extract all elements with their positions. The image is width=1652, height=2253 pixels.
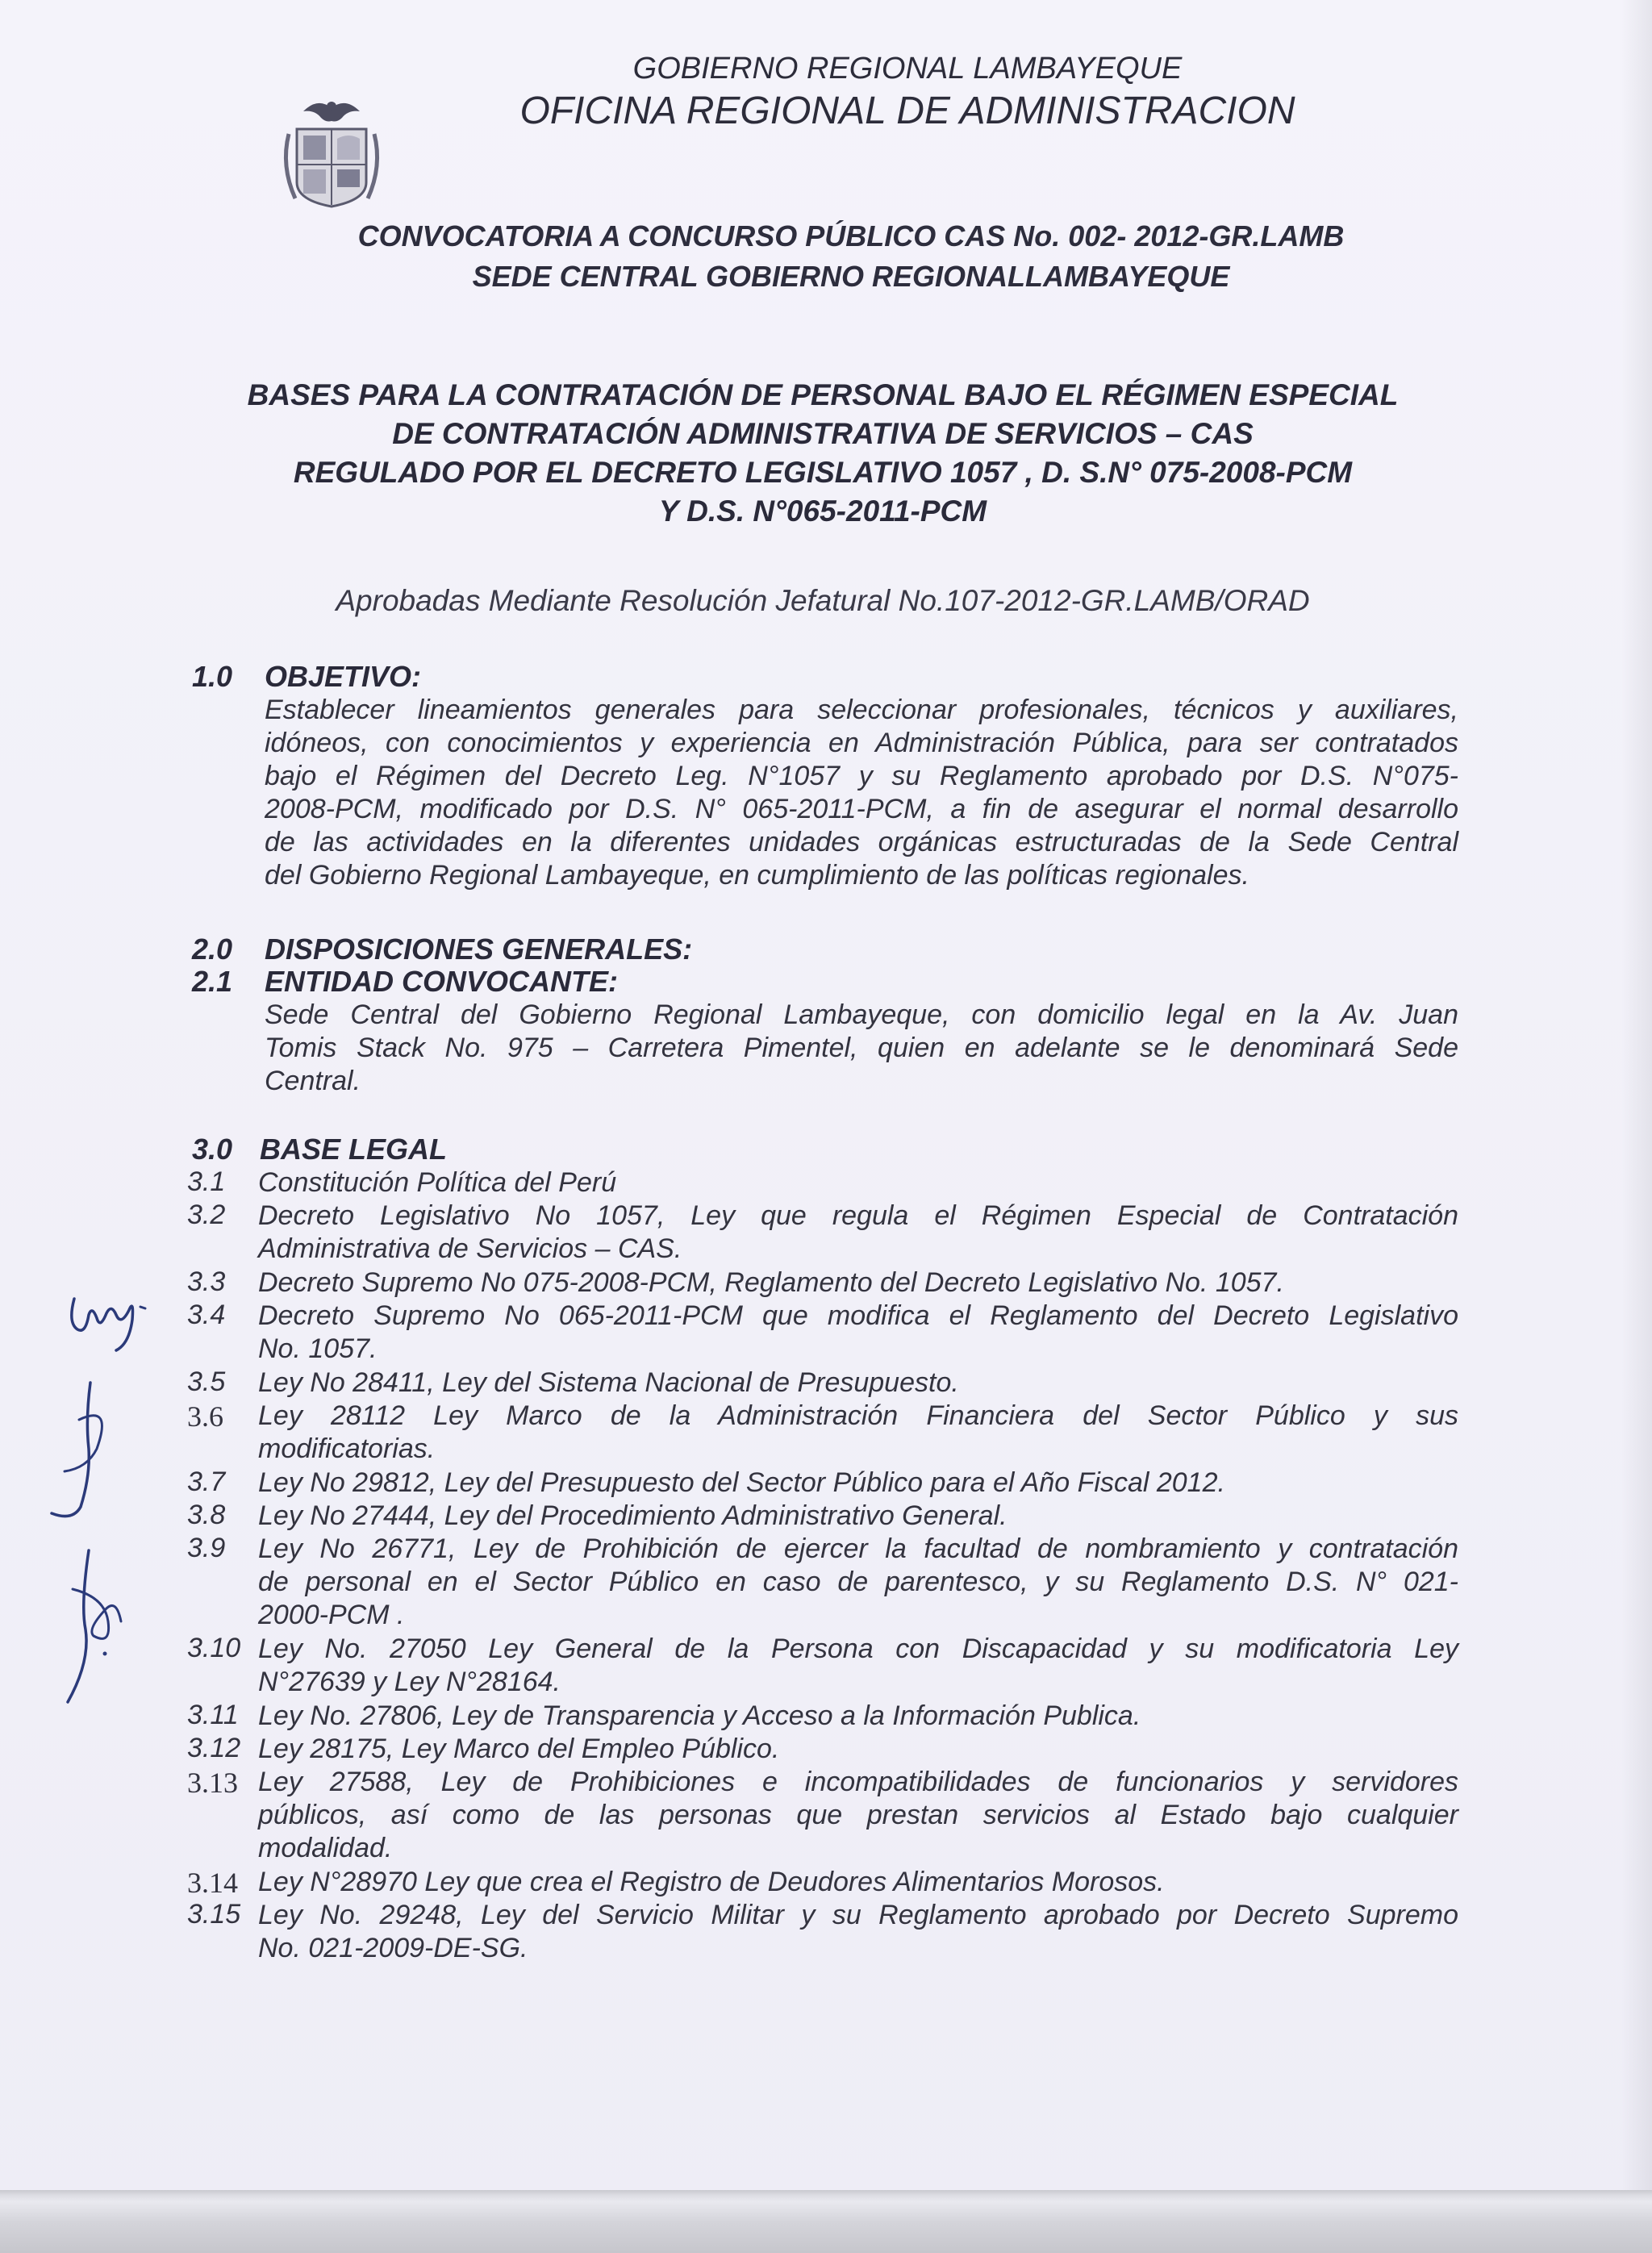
- handwritten-initials-signature: [56, 1266, 161, 1355]
- page-right-shadow: [1621, 0, 1652, 2190]
- legal-item-line: No. 1057.: [258, 1333, 378, 1364]
- legal-item-number: 3.15: [187, 1899, 241, 1930]
- header-oficina-regional: OFICINA REGIONAL DE ADMINISTRACION: [519, 90, 1295, 132]
- legal-item-number: 3.7: [187, 1467, 226, 1497]
- legal-item-line: Constitución Política del Perú: [258, 1167, 617, 1198]
- legal-item-line: modalidad.: [258, 1833, 393, 1863]
- legal-item-line: Ley No 28411, Ley del Sistema Nacional de Presupuesto.: [258, 1367, 959, 1398]
- legal-item-text: [258, 1300, 1458, 1366]
- paragraph-line: idóneos, con conocimientos y experiencia en Administración Pública, para ser contratados: [265, 728, 1458, 758]
- handwritten-signature: [48, 1541, 137, 1710]
- legal-item-text: [258, 1400, 1458, 1466]
- paragraph-line: Establecer lineamientos generales para seleccionar profesionales, técnicos y auxiliares,: [265, 695, 1458, 725]
- header-gobierno-regional: GOBIERNO REGIONAL LAMBAYEQUE: [632, 52, 1183, 86]
- legal-item-text: [258, 1366, 1458, 1400]
- legal-item-line: Ley No. 27050 Ley General de la Persona con Discapacidad y su modificatoria Ley: [258, 1633, 1458, 1664]
- legal-item-number: 3.12: [187, 1733, 241, 1763]
- legal-item-line: No. 021-2009-DE-SG.: [258, 1933, 528, 1963]
- legal-item-line: públicos, así como de las personas que prestan servicios al Estado bajo cualquier: [258, 1800, 1458, 1830]
- bases-line: DE CONTRATACIÓN ADMINISTRATIVA DE SERVICIOS – CAS: [392, 417, 1254, 450]
- legal-item-line: Ley 27588, Ley de Prohibiciones e incompatibilidades de funcionarios y servidores: [258, 1767, 1458, 1797]
- legal-item-number: 3.8: [187, 1500, 226, 1530]
- section-title-base-legal: BASE LEGAL: [260, 1133, 448, 1166]
- legal-item-line: Ley No. 27806, Ley de Transparencia y Acceso a la Información Publica.: [258, 1700, 1141, 1731]
- legal-item-line: Ley 28112 Ley Marco de la Administración Financiera del Sector Público y sus: [258, 1400, 1458, 1431]
- legal-item-text: [258, 1166, 1458, 1200]
- legal-item-number: 3.10: [187, 1633, 241, 1663]
- legal-item-line: N°27639 y Ley N°28164.: [258, 1667, 561, 1697]
- legal-item-line: Ley No 29812, Ley del Presupuesto del Sector Público para el Año Fiscal 2012.: [258, 1467, 1225, 1498]
- paragraph-line: 2008-PCM, modificado por D.S. N° 065-2011-PCM, a fin de asegurar el normal desarrollo: [265, 794, 1458, 824]
- legal-item-line: Decreto Legislativo No 1057, Ley que regula el Régimen Especial de Contratación: [258, 1200, 1458, 1231]
- legal-item-text: [258, 1467, 1458, 1500]
- legal-item-number: 3.1: [187, 1166, 226, 1197]
- legal-item-line: modificatorias.: [258, 1433, 436, 1464]
- legal-item-number: 3.3: [187, 1266, 226, 1297]
- legal-item-text: [258, 1899, 1458, 1965]
- bases-line: REGULADO POR EL DECRETO LEGISLATIVO 1057 , D. S.N° 075-2008-PCM: [293, 456, 1353, 489]
- legal-item-number: 3.13: [187, 1767, 238, 1799]
- legal-item-line: Ley No 26771, Ley de Prohibición de ejercer la facultad de nombramiento y contratación: [258, 1533, 1458, 1564]
- legal-item-text: [258, 1200, 1458, 1266]
- section-title-entidad: ENTIDAD CONVOCANTE:: [265, 965, 618, 998]
- paragraph-line: Central.: [265, 1066, 361, 1096]
- legal-item-line: Decreto Supremo No 075-2008-PCM, Reglamento del Decreto Legislativo No. 1057.: [258, 1267, 1284, 1298]
- section-number: 3.0: [192, 1133, 233, 1166]
- sede-central-subtitle: SEDE CENTRAL GOBIERNO REGIONALLAMBAYEQUE: [472, 260, 1230, 293]
- legal-item-number: 3.6: [187, 1400, 223, 1433]
- section-title-disposiciones: DISPOSICIONES GENERALES:: [265, 932, 693, 966]
- page-bottom-edge: [0, 2190, 1652, 2253]
- legal-item-line: de personal en el Sector Público en caso de parentesco, y su Reglamento D.S. N° 021-: [258, 1567, 1458, 1597]
- paragraph-line: Tomis Stack No. 975 – Carretera Pimentel, quien en adelante se le denominará Sede: [265, 1033, 1458, 1063]
- legal-item-text: [258, 1766, 1458, 1865]
- objetivo-paragraph: [265, 694, 1458, 892]
- legal-item-line: Ley N°28970 Ley que crea el Registro de Deudores Alimentarios Morosos.: [258, 1867, 1165, 1897]
- legal-item-text: [258, 1733, 1458, 1766]
- paragraph-line: de las actividades en la diferentes unidades orgánicas estructuradas de la Sede Central: [265, 827, 1458, 857]
- legal-item-text: [258, 1700, 1458, 1733]
- legal-item-text: [258, 1500, 1458, 1533]
- legal-item-line: Ley No 27444, Ley del Procedimiento Administrativo General.: [258, 1500, 1007, 1531]
- aprobadas-resolucion: Aprobadas Mediante Resolución Jefatural No.107-2012-GR.LAMB/ORAD: [336, 584, 1310, 617]
- legal-item-line: 2000-PCM .: [258, 1600, 405, 1630]
- bases-line: BASES PARA LA CONTRATACIÓN DE PERSONAL BAJO EL RÉGIMEN ESPECIAL: [247, 378, 1399, 411]
- paragraph-line: Sede Central del Gobierno Regional Lambayeque, con domicilio legal en la Av. Juan: [265, 999, 1458, 1030]
- section-number: 1.0: [192, 660, 233, 693]
- entidad-paragraph: [265, 999, 1458, 1098]
- legal-item-number: 3.5: [187, 1366, 226, 1397]
- paragraph-line: bajo el Régimen del Decreto Leg. N°1057 y su Reglamento aprobado por D.S. N°075-: [265, 761, 1458, 791]
- legal-item-number: 3.2: [187, 1200, 226, 1230]
- legal-item-line: Ley No. 29248, Ley del Servicio Militar y su Reglamento aprobado por Decreto Supremo: [258, 1900, 1458, 1930]
- handwritten-signature: [40, 1371, 129, 1525]
- legal-item-line: Administrativa de Servicios – CAS.: [258, 1233, 682, 1264]
- legal-item-line: Decreto Supremo No 065-2011-PCM que modifica el Reglamento del Decreto Legislativo: [258, 1300, 1458, 1331]
- section-title-objetivo: OBJETIVO:: [265, 660, 422, 693]
- legal-item-text: [258, 1266, 1458, 1300]
- legal-item-number: 3.9: [187, 1533, 226, 1563]
- bases-line: Y D.S. N°065-2011-PCM: [658, 494, 987, 528]
- bases-title-block: [194, 376, 1452, 531]
- section-number: 2.0: [192, 932, 233, 966]
- legal-item-number: 3.4: [187, 1300, 226, 1330]
- legal-item-number: 3.14: [187, 1867, 238, 1899]
- legal-item-text: [258, 1533, 1458, 1632]
- section-number: 2.1: [192, 965, 233, 998]
- paragraph-line: del Gobierno Regional Lambayeque, en cumplimiento de las políticas regionales.: [265, 860, 1249, 891]
- convocatoria-title: CONVOCATORIA A CONCURSO PÚBLICO CAS No. 002- 2012-GR.LAMB: [357, 219, 1345, 252]
- legal-item-number: 3.11: [187, 1700, 239, 1730]
- legal-item-text: [258, 1633, 1458, 1699]
- legal-item-line: Ley 28175, Ley Marco del Empleo Público.: [258, 1734, 780, 1764]
- regional-seal-logo: [271, 61, 392, 219]
- legal-item-text: [258, 1866, 1458, 1899]
